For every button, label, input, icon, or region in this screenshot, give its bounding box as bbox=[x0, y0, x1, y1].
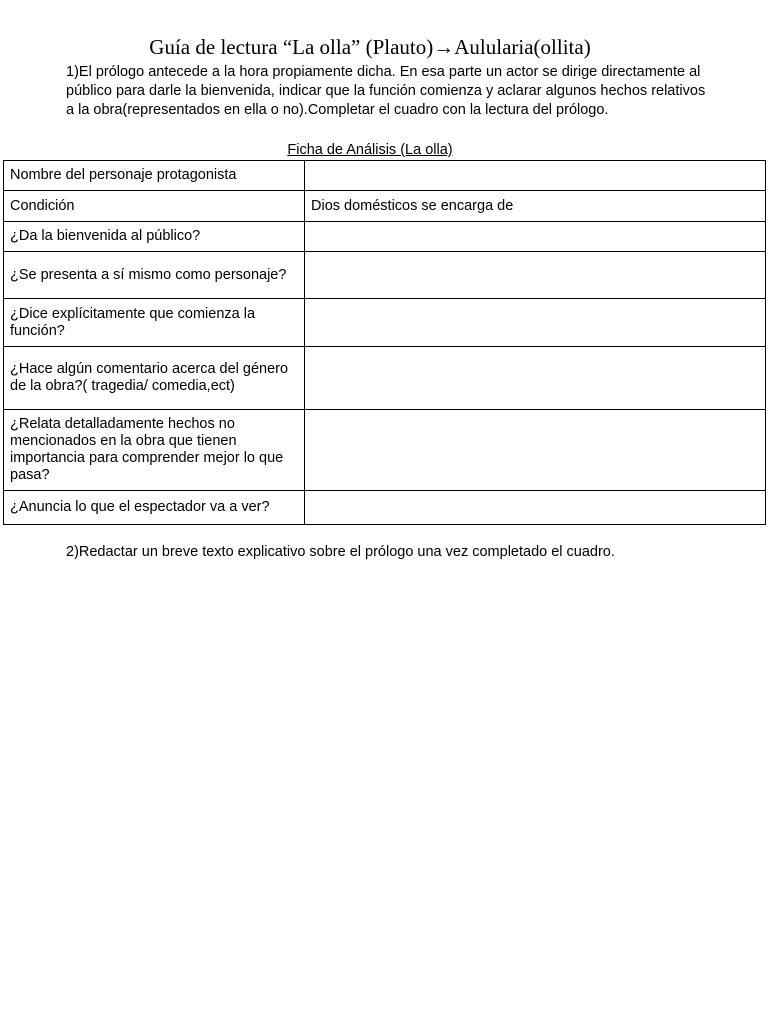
question-cell: Condición bbox=[4, 191, 305, 222]
table-caption: Ficha de Análisis (La olla) bbox=[287, 142, 453, 158]
analysis-table bbox=[3, 160, 766, 525]
question-cell: ¿Anuncia lo que el espectador va a ver? bbox=[4, 491, 305, 525]
question-cell: ¿Se presenta a sí mismo como personaje? bbox=[4, 252, 305, 299]
question-cell: ¿Hace algún comentario acerca del género de la obra?( tragedia/ comedia,ect) bbox=[4, 347, 305, 410]
answer-cell bbox=[305, 252, 766, 299]
answer-cell bbox=[305, 491, 766, 525]
answer-cell bbox=[305, 222, 766, 252]
table-row bbox=[4, 347, 766, 410]
answer-cell bbox=[305, 161, 766, 191]
question-cell: ¿Relata detalladamente hechos no mencionados en la obra que tienen importancia para comprender mejor lo que pasa? bbox=[4, 410, 305, 491]
answer-cell: Dios domésticos se encarga de bbox=[305, 191, 766, 222]
question-2: 2)Redactar un breve texto explicativo sobre el prólogo una vez completado el cuadro. bbox=[66, 544, 615, 560]
question-cell: Nombre del personaje protagonista bbox=[4, 161, 305, 191]
table-row bbox=[4, 410, 766, 491]
answer-cell bbox=[305, 347, 766, 410]
table-row bbox=[4, 161, 766, 191]
table-row bbox=[4, 252, 766, 299]
table-row bbox=[4, 491, 766, 525]
question-cell: ¿Da la bienvenida al público? bbox=[4, 222, 305, 252]
table-row bbox=[4, 222, 766, 252]
table-row bbox=[4, 191, 766, 222]
intro-paragraph: 1)El prólogo antecede a la hora propiamente dicha. En esa parte un actor se dirige directamente al público para darle la bienvenida, indicar que la función comienza y aclarar algunos hechos relativos a la obra(representados en ella o no).Completar el cuadro con la lectura del prólogo. bbox=[66, 64, 706, 118]
answer-cell bbox=[305, 299, 766, 347]
table-row bbox=[4, 299, 766, 347]
answer-cell bbox=[305, 410, 766, 491]
document-title: Guía de lectura “La olla” (Plauto)→Aulularia(ollita) bbox=[149, 35, 591, 59]
question-cell: ¿Dice explícitamente que comienza la función? bbox=[4, 299, 305, 347]
